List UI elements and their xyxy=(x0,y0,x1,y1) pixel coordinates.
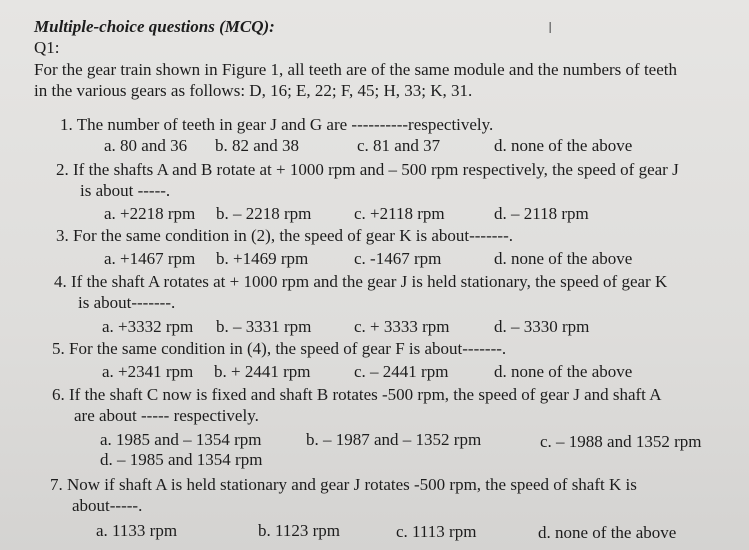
q1-option-d: d. none of the above xyxy=(494,136,633,155)
question-2-text-cont: is about -----. xyxy=(80,181,171,200)
section-heading: Multiple-choice questions (MCQ): xyxy=(34,17,275,36)
q2-option-a: a. +2218 rpm xyxy=(104,204,196,223)
text-cursor-icon: I xyxy=(548,20,553,37)
q4-option-b: b. – 3331 rpm xyxy=(216,317,312,336)
q3-option-a: a. +1467 rpm xyxy=(104,249,196,268)
question-7-text-cont: about-----. xyxy=(72,496,143,515)
q1-option-b: b. 82 and 38 xyxy=(215,136,300,155)
question-number: Q1: xyxy=(34,38,60,57)
intro-line-1: For the gear train shown in Figure 1, all teeth are of the same module and the numbers of teeth xyxy=(34,60,677,79)
intro-line-2: in the various gears as follows: D, 16; E, 22; F, 45; H, 33; K, 31. xyxy=(34,81,473,100)
q3-option-b: b. +1469 rpm xyxy=(216,249,309,268)
question-1-text: 1. The number of teeth in gear J and G are ----------respectively. xyxy=(60,115,494,134)
q4-option-c: c. + 3333 rpm xyxy=(354,317,450,336)
q5-option-a: a. +2341 rpm xyxy=(102,362,194,381)
q5-option-b: b. + 2441 rpm xyxy=(214,362,311,381)
q2-option-b: b. – 2218 rpm xyxy=(216,204,312,223)
question-7-text: 7. Now if shaft A is held stationary and gear J rotates -500 rpm, the speed of shaft K is xyxy=(50,475,637,494)
q6-option-d: d. – 1985 and 1354 rpm xyxy=(100,450,263,469)
q3-option-c: c. -1467 rpm xyxy=(354,249,442,268)
question-4-text: 4. If the shaft A rotates at + 1000 rpm and the gear J is held stationary, the speed of gear K xyxy=(54,272,668,291)
q5-option-d: d. none of the above xyxy=(494,362,633,381)
question-3-text: 3. For the same condition in (2), the speed of gear K is about-------. xyxy=(56,226,513,245)
q6-option-a: a. 1985 and – 1354 rpm xyxy=(100,430,262,449)
q7-option-d: d. none of the above xyxy=(538,523,677,542)
q4-option-d: d. – 3330 rpm xyxy=(494,317,590,336)
question-6-text: 6. If the shaft C now is fixed and shaft B rotates -500 rpm, the speed of gear J and shaft A xyxy=(52,385,662,404)
question-6-text-cont: are about ----- respectively. xyxy=(74,406,259,425)
question-5-text: 5. For the same condition in (4), the speed of gear F is about-------. xyxy=(52,339,507,358)
q7-option-a: a. 1133 rpm xyxy=(96,521,178,540)
q1-option-a: a. 80 and 36 xyxy=(104,136,188,155)
question-2-text: 2. If the shafts A and B rotate at + 1000 rpm and – 500 rpm respectively, the speed of gear J xyxy=(56,160,679,179)
q1-option-c: c. 81 and 37 xyxy=(357,136,441,155)
q7-option-c: c. 1113 rpm xyxy=(396,522,477,541)
q2-option-d: d. – 2118 rpm xyxy=(494,204,589,223)
q6-option-b: b. – 1987 and – 1352 rpm xyxy=(306,430,482,449)
q5-option-c: c. – 2441 rpm xyxy=(354,362,449,381)
q4-option-a: a. +3332 rpm xyxy=(102,317,194,336)
q7-option-b: b. 1123 rpm xyxy=(258,521,341,540)
question-4-text-cont: is about-------. xyxy=(78,293,176,312)
q2-option-c: c. +2118 rpm xyxy=(354,204,445,223)
q6-option-c: c. – 1988 and 1352 rpm xyxy=(540,432,702,451)
q3-option-d: d. none of the above xyxy=(494,249,633,268)
